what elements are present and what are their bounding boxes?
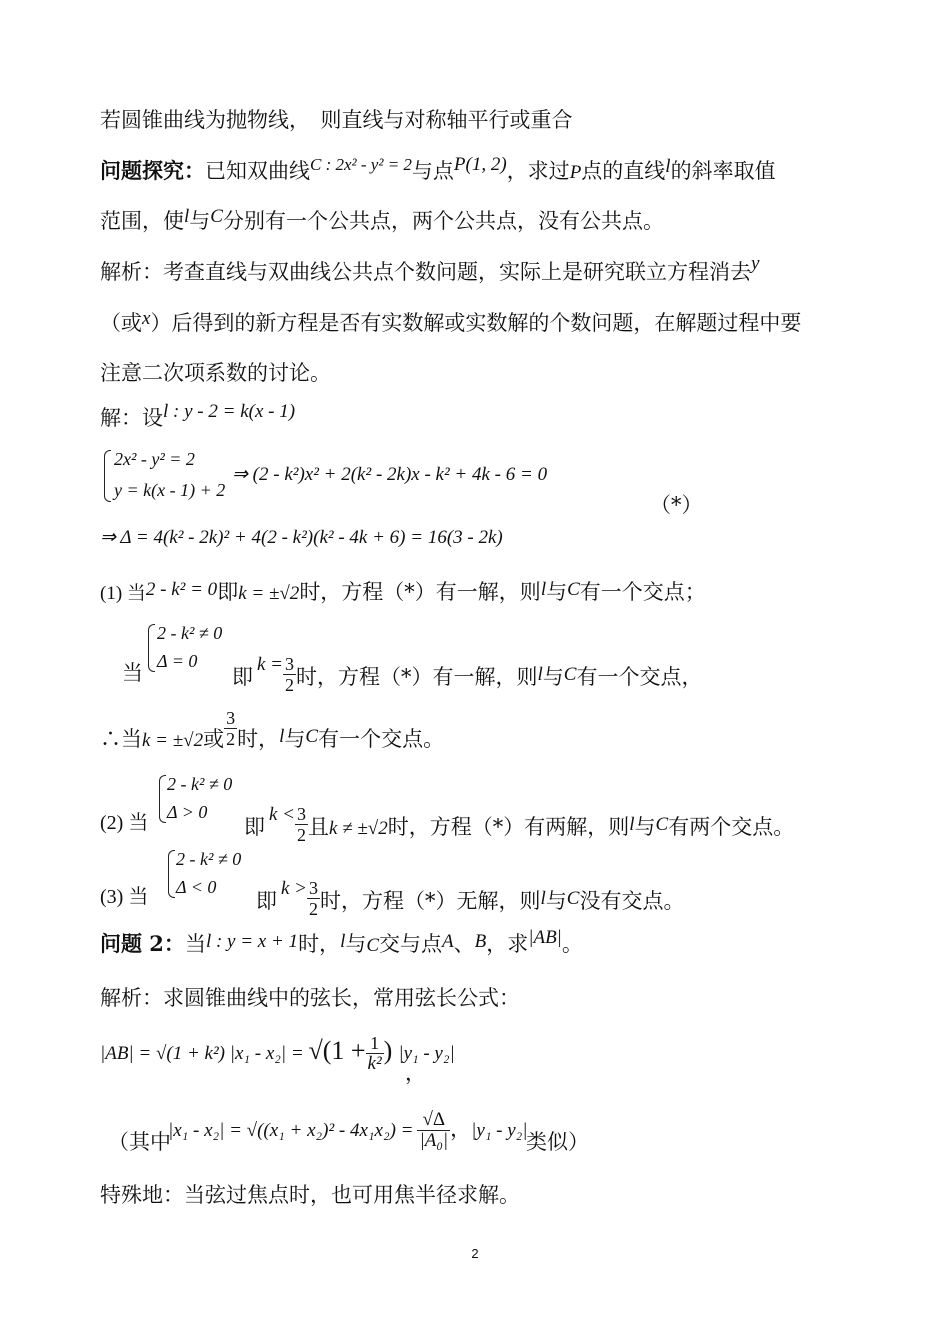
line-equation: l : y - 2 = k(x - 1): [163, 401, 296, 422]
symbol-l: l: [665, 156, 671, 177]
comma: ，: [405, 1061, 426, 1085]
fraction-three-halves: [283, 654, 296, 695]
problem-explore: [100, 156, 776, 188]
text: （其中: [108, 1130, 171, 1154]
symbol-c: C: [305, 726, 319, 747]
text: 已知双曲线: [205, 159, 310, 183]
text: 与: [542, 665, 564, 689]
text: 与: [189, 209, 211, 233]
system-row-1: 2 - k² ≠ 0: [167, 774, 233, 794]
text: 与: [634, 815, 656, 839]
brace: [159, 775, 166, 823]
problem-2: [100, 929, 583, 961]
denominator: 2: [285, 675, 295, 695]
k-not-value: k ≠ ±√2: [329, 818, 388, 839]
chord-ab: |AB|: [528, 927, 562, 948]
analysis-chord: 解析：求圆锥曲线中的弦长，常用弦长公式：: [100, 986, 520, 1010]
text: 即: [217, 580, 239, 604]
text: 当: [184, 932, 206, 956]
symbol-c: C: [655, 814, 669, 835]
text: 、: [453, 932, 475, 956]
text: 有一个交点。: [318, 727, 445, 751]
text: ，求: [486, 932, 529, 956]
symbol-l: l: [629, 814, 635, 835]
discriminant: ⇒ Δ = 4(k² - 2k)² + 4(2 - k²)(k² - 4k + 6) = 16(3 - 2k): [100, 527, 503, 548]
text: 时，方程（*）无解，则: [320, 889, 541, 913]
text: 没有交点。: [579, 889, 685, 913]
brace: [104, 450, 111, 502]
symbol-x: x: [142, 308, 151, 329]
denominator: k²: [367, 1053, 382, 1074]
text: 类似）: [526, 1130, 589, 1154]
k-eq: k =: [257, 654, 284, 675]
symbol-c: C: [366, 935, 380, 956]
text: 时，方程（*）有两解，则: [387, 815, 630, 839]
text: 点的直线: [581, 159, 666, 183]
text: 。: [561, 932, 583, 956]
text: 或: [203, 727, 225, 751]
denominator: 2: [226, 729, 236, 749]
text: 有一个交点；: [579, 580, 706, 604]
symbol-p: P: [569, 162, 582, 183]
system-row-1: 2 - k² ≠ 0: [176, 849, 242, 869]
text: ∴当: [100, 727, 142, 751]
text: ）后得到的新方程是否有实数解或实数解的个数问题，在解题过程中要: [150, 311, 802, 335]
text: 时，: [298, 932, 341, 956]
symbol-c: C: [566, 888, 580, 909]
fraction-sqrt-delta: [417, 1110, 450, 1151]
symbol-l: l: [279, 726, 285, 747]
chord-formula: |AB| = √(1 + k²) |x₁ - x₂| = √(1 + $\frac{1}{\text{k²}}$ ) |y₁ - y₂|: [100, 1033, 455, 1074]
denominator: 2: [297, 825, 307, 845]
problem-title: 问题 2：: [100, 931, 185, 956]
symbol-y: y: [751, 253, 760, 274]
fraction-three-halves: [224, 708, 237, 749]
text: 与: [545, 889, 567, 913]
page-number: 2: [471, 1246, 479, 1261]
point-p: P(1, 2): [453, 154, 507, 175]
symbol-a: A: [442, 931, 454, 952]
formula-part: |x₁ - x₂| = √((x₁ + x₂)² - 4x₁x₂) =: [168, 1120, 414, 1141]
numerator: 3: [297, 804, 307, 824]
system-row-2: Δ = 0: [157, 651, 198, 671]
quadratic-result: ⇒ (2 - k²)x² + 2(k² - 2k)x - k² + 4k - 6 = 0: [232, 464, 548, 485]
denominator: 2: [309, 899, 319, 919]
symbol-l: l: [540, 888, 546, 909]
text: 当: [122, 661, 143, 685]
text: 若圆锥曲线为抛物线， 则直线与对称轴平行或重合: [100, 108, 573, 132]
denominator: |A₀|: [419, 1130, 449, 1151]
text: 与: [345, 932, 367, 956]
symbol-b: B: [474, 931, 487, 952]
text: 与点: [411, 159, 454, 183]
fraction-three-halves: [307, 878, 320, 919]
brace: [148, 624, 155, 672]
k-value: k = ±√2: [238, 583, 300, 604]
text: 即: [244, 815, 265, 839]
where-formula: [168, 1110, 528, 1151]
text: 时，方程（*）有一解，则: [299, 580, 541, 604]
equation-tag: （*）: [650, 493, 703, 517]
text: 分别有一个公共点，两个公共点，没有公共点。: [222, 209, 664, 233]
system-row-2: y = k(x - 1) + 2: [114, 480, 226, 500]
case-two-solutions: [244, 804, 795, 849]
text: (3) 当: [100, 886, 149, 908]
symbol-l: l: [540, 579, 547, 600]
symbol-l: l: [184, 206, 190, 227]
symbol-l: l: [340, 931, 346, 952]
problem-explore-cont: [100, 206, 664, 238]
problem-title: 问题探究：: [100, 158, 205, 183]
case-no-solution: [256, 878, 685, 923]
analysis-line-3: [100, 358, 331, 388]
text: 的斜率取值: [670, 159, 776, 183]
k-ineq: k <: [269, 804, 296, 825]
text: 解析：考查直线与双曲线公共点个数问题，实际上是研究联立方程消去: [100, 260, 751, 284]
system-row-2: Δ > 0: [167, 802, 208, 822]
symbol-l: l: [537, 664, 543, 685]
line-parabola-note: [100, 105, 573, 135]
brace: [168, 850, 175, 898]
condition: 2 - k² = 0: [145, 579, 218, 600]
text: 有一个交点，: [576, 665, 703, 689]
analysis-line-2: [100, 308, 801, 340]
system-row-2: Δ < 0: [176, 877, 217, 897]
text: 时，方程（*）有一解，则: [296, 665, 538, 689]
line-equation: l : y = x + 1: [205, 931, 299, 952]
text: 有两个交点。: [668, 815, 795, 839]
formula-part: |AB| = √(1 + k²) |x₁ - x₂| =: [100, 1043, 309, 1064]
text: 即: [256, 889, 277, 913]
k-value: k = ±√2: [142, 730, 204, 751]
k-ineq: k >: [281, 878, 308, 899]
text: 交与点: [379, 932, 443, 956]
case-2: [232, 654, 703, 699]
analysis-line-1: [100, 253, 760, 289]
numerator: √Δ: [417, 1110, 450, 1131]
numerator: 3: [309, 878, 319, 898]
text: 解：设: [100, 406, 163, 430]
text: 与: [546, 580, 568, 604]
text: 范围，使: [100, 209, 184, 233]
sqrt-one-plus: √(1 +: [308, 1036, 366, 1065]
text: (2) 当: [100, 812, 149, 834]
fraction-one-over-ksq: [366, 1033, 384, 1074]
formula-part: |y₁ - y₂|: [398, 1043, 455, 1064]
text: ，求过: [506, 159, 570, 183]
special-note: 特殊地：当弦过焦点时，也可用焦半径求解。: [100, 1183, 520, 1207]
text: 注意二次项系数的讨论。: [100, 361, 331, 385]
formula-part: |y₁ - y₂|: [471, 1120, 528, 1141]
numerator: 3: [285, 654, 295, 674]
system-row-1: 2 - k² ≠ 0: [157, 623, 223, 643]
symbol-c: C: [210, 206, 223, 227]
numerator: 1: [366, 1033, 384, 1054]
text: ，: [450, 1117, 472, 1141]
text: 且: [308, 815, 330, 839]
system-row-1: 2x² - y² = 2: [114, 449, 195, 469]
text: (1) 当: [100, 583, 146, 604]
fraction-three-halves: [295, 804, 308, 845]
text: 时，: [237, 727, 280, 751]
symbol-c: C: [567, 579, 580, 600]
symbol-c: C: [563, 664, 577, 685]
case-1: [100, 577, 706, 609]
text: 与: [284, 727, 306, 751]
conclusion-one-point: [100, 708, 445, 761]
text: 即: [232, 665, 253, 689]
solution-setup: [100, 403, 295, 435]
hyperbola-equation: C : 2x² - y² = 2: [310, 155, 412, 174]
numerator: 3: [226, 708, 236, 728]
text: （或: [100, 311, 142, 335]
